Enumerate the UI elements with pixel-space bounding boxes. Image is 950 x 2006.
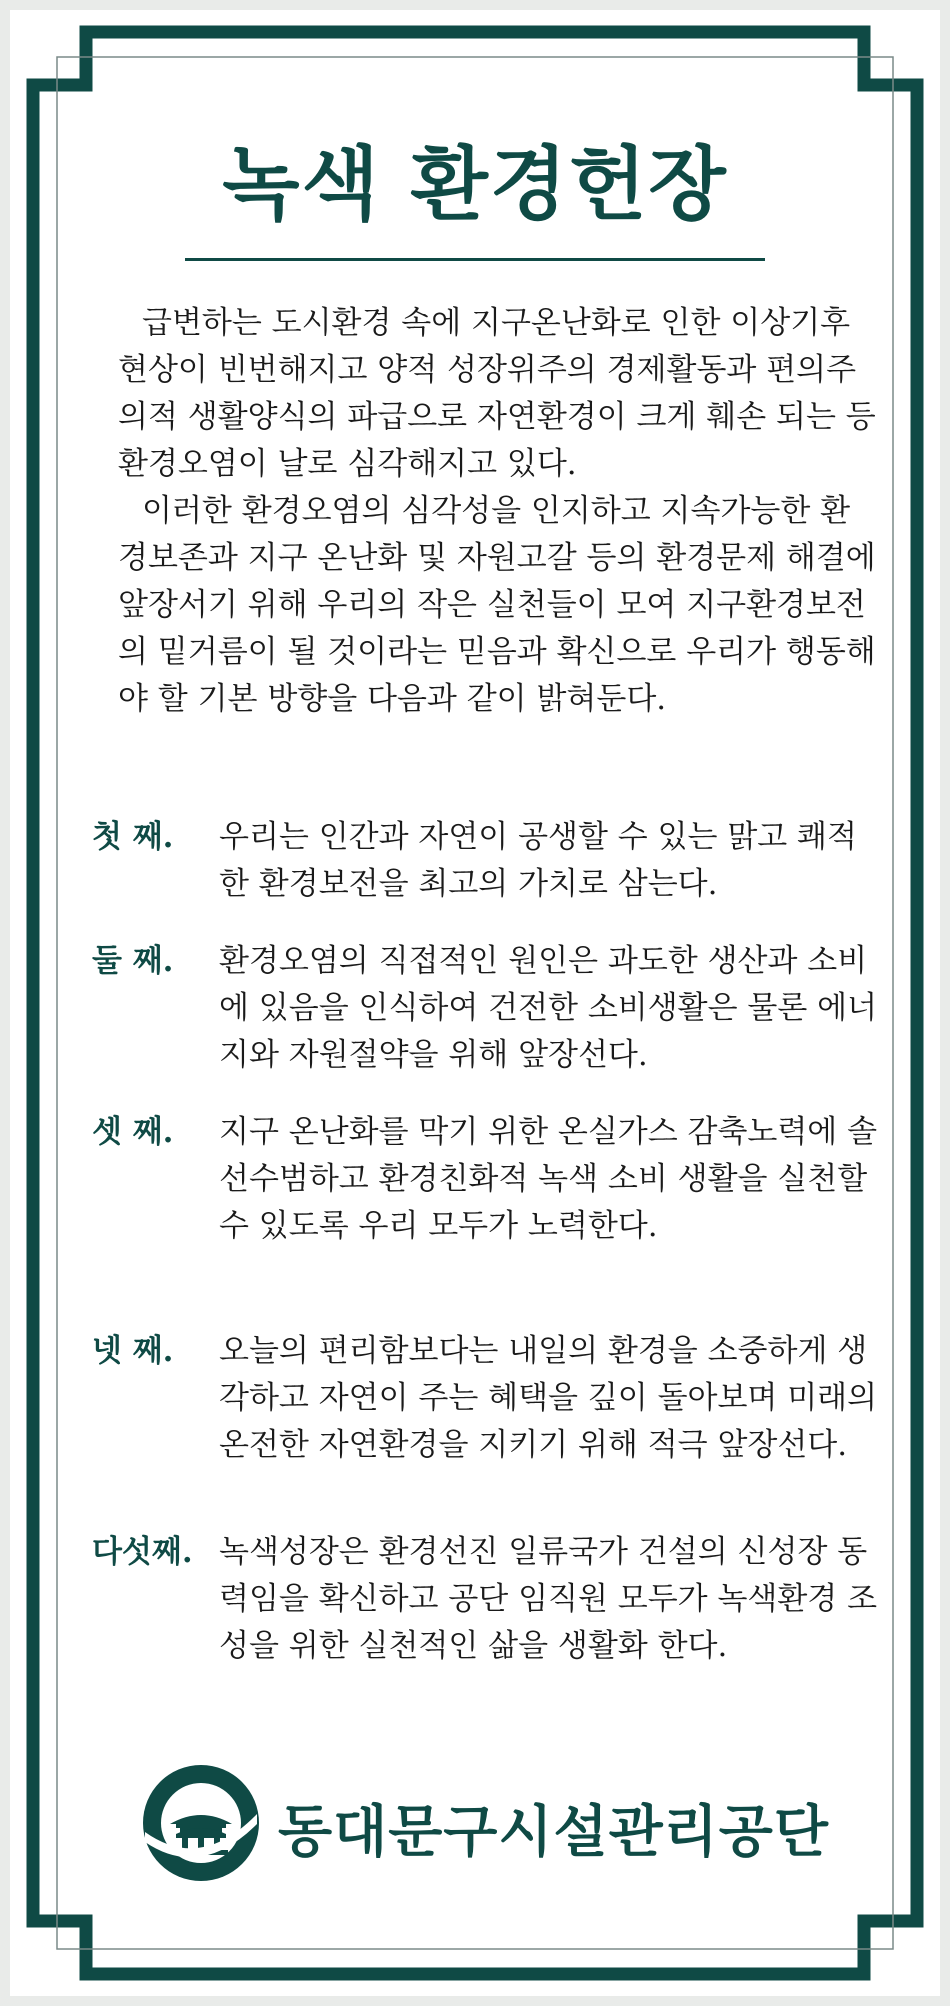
article-text: 우리는 인간과 자연이 공생할 수 있는 맑고 쾌적한 환경보전을 최고의 가치로 삼는다. (219, 819, 857, 902)
article-label: 넷 째. (92, 1333, 174, 1369)
article-label: 셋 째. (92, 1114, 174, 1150)
title-underline (185, 258, 765, 261)
article-text: 지구 온난화를 막기 위한 온실가스 감축노력에 솔선수범하고 환경친화적 녹색 소비 생활을 실천할 수 있도록 우리 모두가 노력한다. (219, 1114, 878, 1244)
article-text: 오늘의 편리함보다는 내일의 환경을 소중하게 생각하고 자연이 주는 혜택을 깊이 돌아보며 미래의 온전한 자연환경을 지키기 위해 적극 앞장선다. (219, 1333, 878, 1463)
organization-name: 동대문구시설관리공단 (278, 1800, 829, 1865)
article-text: 녹색성장은 환경선진 일류국가 건설의 신성장 동력임을 확신하고 공단 임직원 모두가 녹색환경 조성을 위한 실천적인 삶을 생활화 한다. (219, 1534, 878, 1664)
organization-emblem-icon (140, 1762, 262, 1884)
article-label: 둘 째. (92, 943, 174, 979)
page-title: 녹색 환경헌장 (222, 138, 728, 231)
preamble-paragraph: 이러한 환경오염의 심각성을 인지하고 지속가능한 환경보존과 지구 온난화 및 자원고갈 등의 환경문제 해결에 앞장서기 위해 우리의 작은 실천들이 모여 지구환경보전의 밑거름이 될 것이라는 믿음과 확신으로 우리가 행동해야 할 기본 방향을 다음과 같이 밝혀둔다. (118, 493, 876, 717)
preamble-paragraph: 급변하는 도시환경 속에 지구온난화로 인한 이상기후 현상이 빈번해지고 양적 성장위주의 경제활동과 편의주의적 생활양식의 파급으로 자연환경이 크게 훼손 되는 등 환경오염이 날로 심각해지고 있다. (118, 305, 876, 482)
preamble (118, 300, 878, 723)
article-label: 다섯째. (92, 1534, 193, 1570)
article-text: 환경오염의 직접적인 원인은 과도한 생산과 소비에 있음을 인식하여 건전한 소비생활은 물론 에너지와 자원절약을 위해 앞장선다. (219, 943, 878, 1073)
article-label: 첫 째. (92, 819, 174, 855)
